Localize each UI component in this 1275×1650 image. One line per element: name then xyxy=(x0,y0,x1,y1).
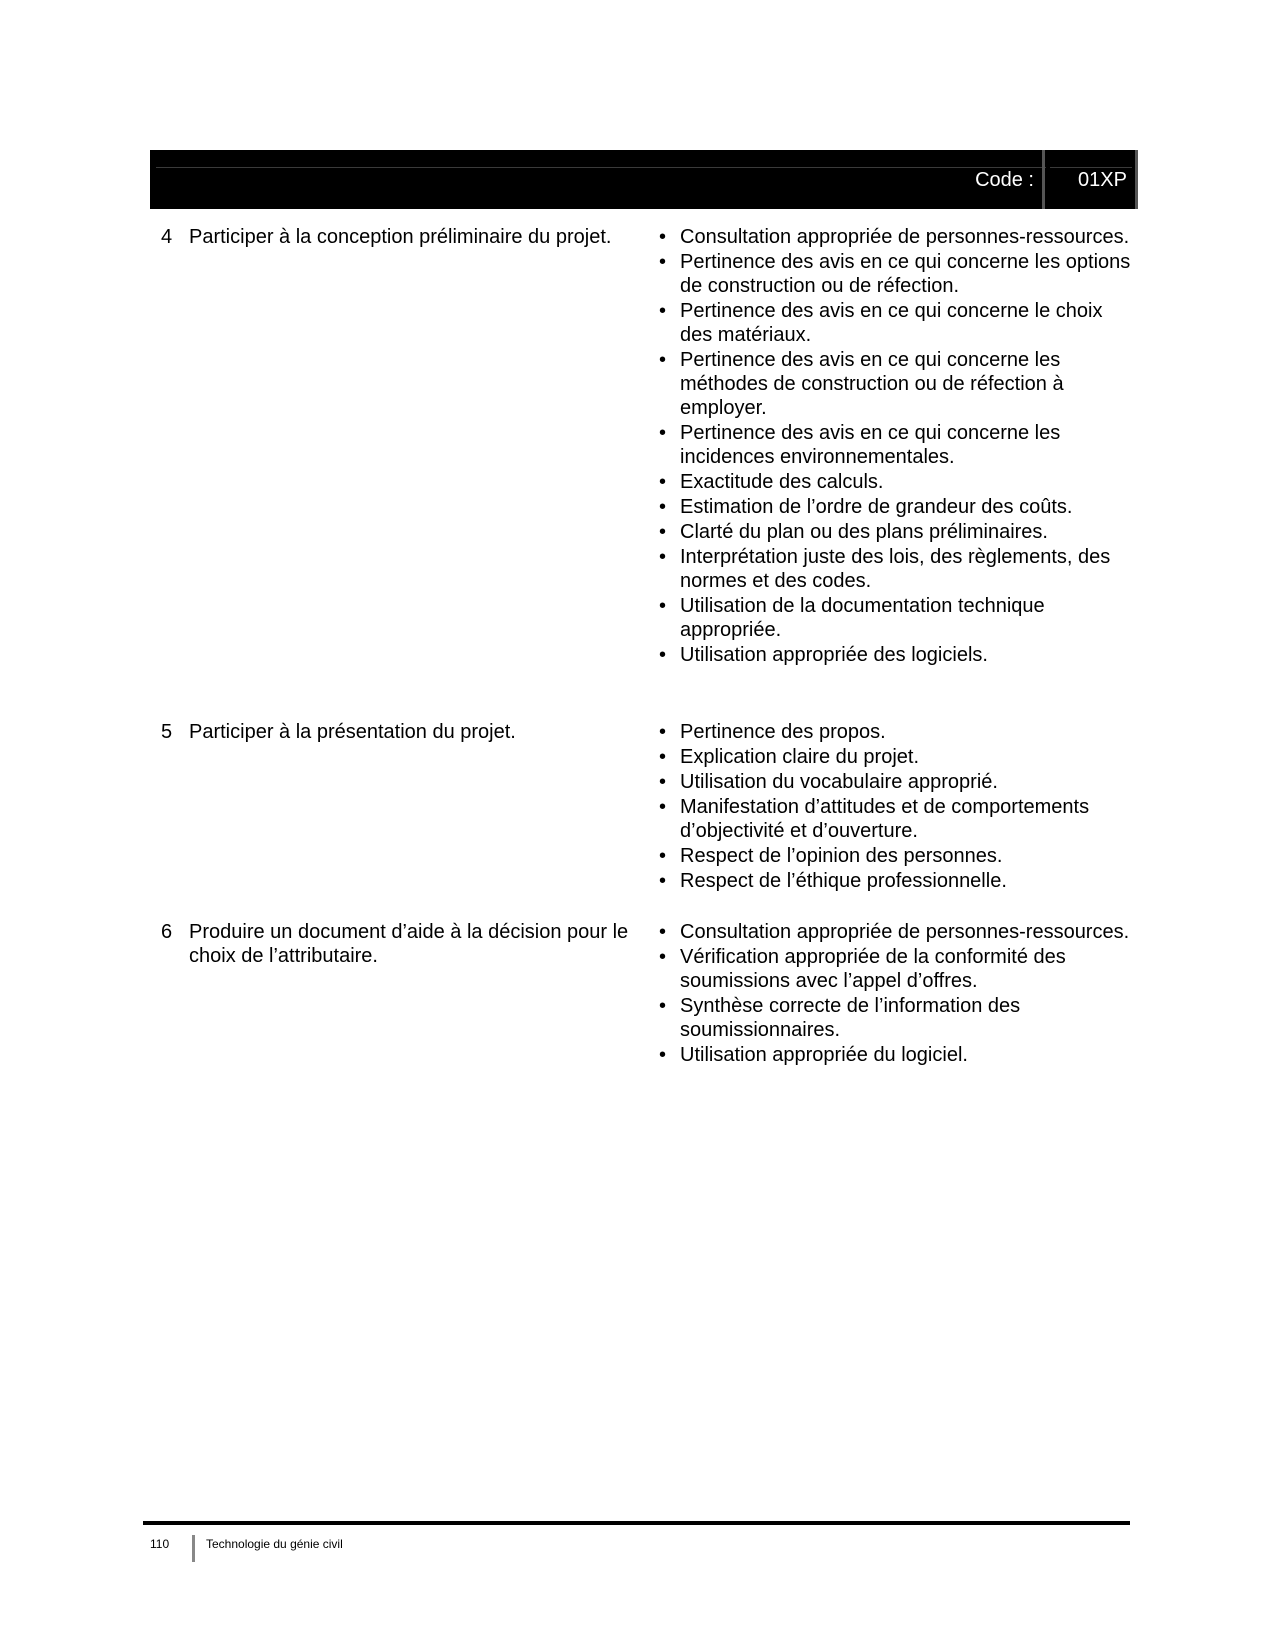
header-divider xyxy=(1042,150,1045,209)
page-number: 110 xyxy=(150,1537,170,1551)
row-title: Produire un document d’aide à la décision pour le choix de l’attributaire. xyxy=(189,921,629,967)
list-item: • Respect de l’opinion des personnes. xyxy=(659,845,1003,867)
bullet-icon: • xyxy=(659,595,667,617)
bullet-icon: • xyxy=(659,422,667,444)
bullet-icon: • xyxy=(659,1044,667,1066)
bullet-icon: • xyxy=(659,921,667,943)
row-title: Participer à la conception préliminaire du projet. xyxy=(189,226,612,248)
list-item: • Synthèse correcte de l’information des soumissionnaires. xyxy=(659,995,1021,1041)
bullet-icon: • xyxy=(659,546,667,568)
row-title: Participer à la présentation du projet. xyxy=(189,721,516,743)
list-item: • Pertinence des avis en ce qui concerne les options de construction ou de réfection. xyxy=(659,251,1131,297)
header-rule xyxy=(156,167,1046,168)
list-item: • Pertinence des avis en ce qui concerne les incidences environnementales. xyxy=(659,422,1061,468)
list-item: • Manifestation d’attitudes et de comportements d’objectivité et d’ouverture. xyxy=(659,796,1090,842)
bullet-icon: • xyxy=(659,496,667,518)
list-item: • Vérification appropriée de la conformité des soumissions avec l’appel d’offres. xyxy=(659,946,1066,992)
criteria-list xyxy=(656,920,1131,1068)
bullet-icon: • xyxy=(659,845,667,867)
list-item: • Consultation appropriée de personnes-ressources. xyxy=(659,921,1130,943)
list-item: • Utilisation appropriée des logiciels. xyxy=(659,644,988,666)
list-item: • Pertinence des avis en ce qui concerne le choix des matériaux. xyxy=(659,300,1103,346)
bullet-icon: • xyxy=(659,796,667,818)
list-item: • Pertinence des propos. xyxy=(659,721,886,743)
list-item: • Clarté du plan ou des plans préliminaires. xyxy=(659,521,1048,543)
footer-document-title: Technologie du génie civil xyxy=(206,1537,343,1551)
row-number: 4 xyxy=(161,226,173,248)
list-item: • Respect de l’éthique professionnelle. xyxy=(659,870,1007,892)
list-item: • Pertinence des avis en ce qui concerne les méthodes de construction ou de réfection à employer. xyxy=(659,349,1064,419)
header-rule-right xyxy=(1050,167,1132,168)
bullet-icon: • xyxy=(659,349,667,371)
bullet-icon: • xyxy=(659,300,667,322)
bullet-icon: • xyxy=(659,771,667,793)
bullet-icon: • xyxy=(659,870,667,892)
list-item: • Explication claire du projet. xyxy=(659,746,920,768)
bullet-icon: • xyxy=(659,226,667,248)
list-item: • Utilisation appropriée du logiciel. xyxy=(659,1044,968,1066)
header-bar xyxy=(150,150,1138,209)
criteria-list xyxy=(656,225,1131,668)
row-number: 5 xyxy=(161,721,173,743)
list-item: • Exactitude des calculs. xyxy=(659,471,884,493)
code-label: Code : xyxy=(975,169,1034,191)
bullet-icon: • xyxy=(659,746,667,768)
code-value: 01XP xyxy=(1078,169,1127,191)
bullet-icon: • xyxy=(659,644,667,666)
list-item: • Utilisation de la documentation technique appropriée. xyxy=(659,595,1045,641)
bullet-icon: • xyxy=(659,946,667,968)
row-number: 6 xyxy=(161,921,173,943)
header-edge xyxy=(1135,150,1138,209)
bullet-icon: • xyxy=(659,521,667,543)
footer-separator xyxy=(192,1535,195,1562)
bullet-icon: • xyxy=(659,471,667,493)
list-item: • Utilisation du vocabulaire approprié. xyxy=(659,771,998,793)
bullet-icon: • xyxy=(659,251,667,273)
bullet-icon: • xyxy=(659,995,667,1017)
footer-rule xyxy=(143,1521,1130,1525)
list-item: • Estimation de l’ordre de grandeur des coûts. xyxy=(659,496,1073,518)
bullet-icon: • xyxy=(659,721,667,743)
list-item: • Interprétation juste des lois, des règlements, des normes et des codes. xyxy=(659,546,1111,592)
criteria-list xyxy=(656,720,1131,894)
list-item: • Consultation appropriée de personnes-ressources. xyxy=(659,226,1130,248)
